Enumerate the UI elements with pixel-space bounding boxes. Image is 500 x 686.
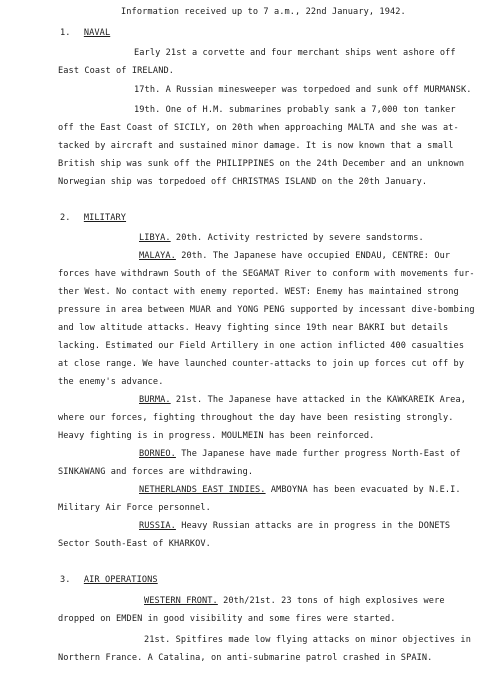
malaya-line-3: ther West. No contact with enemy reported. WEST: Enemy has maintained strong — [58, 287, 459, 297]
burma-line-1: BURMA. 21st. The Japanese have attacked in the KAWKAREIK Area, — [139, 395, 466, 405]
naval-p3-line-3: tacked by aircraft and sustained minor damage. It is now known that a small — [58, 141, 454, 151]
place-heading: LIBYA. — [139, 233, 171, 243]
place-heading: WESTERN FRONT. — [144, 596, 218, 606]
malaya-line-4: pressure in area between MUAR and YONG PENG supported by incessant dive-bombing — [58, 305, 475, 315]
naval-p3-line-1: 19th. One of H.M. submarines probably sank a 7,000 ton tanker — [134, 105, 456, 115]
section-number: 2. — [60, 213, 71, 223]
malaya-line-5: and low altitude attacks. Heavy fighting since 19th near BAKRI but details — [58, 323, 449, 333]
burma-line-3: Heavy fighting is in progress. MOULMEIN has been reinforced. — [58, 431, 375, 441]
air-21st-line-2: Northern France. A Catalina, on anti-submarine patrol crashed in SPAIN. — [58, 653, 433, 663]
western-front-line-2: dropped on EMDEN in good visibility and some fires were started. — [58, 614, 396, 624]
section-number: 1. — [60, 28, 71, 38]
borneo-line-2: SINKAWANG and forces are withdrawing. — [58, 467, 254, 477]
place-heading: MALAYA. — [139, 251, 176, 261]
russia-line-2: Sector South-East of KHARKOV. — [58, 539, 211, 549]
naval-p2-line-1: 17th. A Russian minesweeper was torpedoed and sunk off MURMANSK. — [134, 85, 472, 95]
burma-line-2: where our forces, fighting throughout the day have been resisting strongly. — [58, 413, 454, 423]
naval-p3-line-4: British ship was sunk off the PHILIPPINES on the 24th December and an unknown — [58, 159, 465, 169]
libya-paragraph: LIBYA. 20th. Activity restricted by severe sandstorms. — [139, 233, 424, 243]
western-front-line-1: WESTERN FRONT. 20th/21st. 23 tons of high explosives were — [144, 596, 445, 606]
naval-p3-line-5: Norwegian ship was torpedoed off CHRISTMAS ISLAND on the 20th January. — [58, 177, 428, 187]
section-heading-military — [60, 213, 126, 224]
malaya-line-2: forces have withdrawn South of the SEGAMAT River to conform with movements fur- — [58, 269, 475, 279]
nei-line-1: NETHERLANDS EAST INDIES. AMBOYNA has been evacuated by N.E.I. — [139, 485, 461, 495]
section-title: AIR OPERATIONS — [83, 575, 158, 585]
section-heading-air — [60, 575, 158, 586]
naval-p1-line-2: East Coast of IRELAND. — [58, 66, 175, 76]
section-number: 3. — [60, 575, 71, 585]
place-heading: RUSSIA. — [139, 521, 176, 531]
malaya-line-7: at close range. We have launched counter-attacks to join up forces cut off by — [58, 359, 465, 369]
naval-p3-line-2: off the East Coast of SICILY, on 20th when approaching MALTA and she was at- — [58, 123, 459, 133]
section-title: NAVAL — [83, 28, 111, 38]
place-heading: BORNEO. — [139, 449, 176, 459]
nei-line-2: Military Air Force personnel. — [58, 503, 211, 513]
place-heading: BURMA. — [139, 395, 171, 405]
russia-line-1: RUSSIA. Heavy Russian attacks are in progress in the DONETS — [139, 521, 451, 531]
malaya-line-8: the enemy's advance. — [58, 377, 164, 387]
document-header: Information received up to 7 a.m., 22nd January, 1942. — [121, 7, 406, 17]
naval-p1-line-1: Early 21st a corvette and four merchant ships went ashore off — [134, 48, 456, 58]
malaya-line-6: lacking. Estimated our Field Artillery in one action inflicted 400 casualties — [58, 341, 465, 351]
borneo-line-1: BORNEO. The Japanese have made further progress North-East of — [139, 449, 461, 459]
air-21st-line-1: 21st. Spitfires made low flying attacks on minor objectives in — [144, 635, 471, 645]
section-heading-naval — [60, 28, 110, 39]
place-heading: NETHERLANDS EAST INDIES. — [139, 485, 266, 495]
section-title: MILITARY — [83, 213, 127, 223]
malaya-line-1: MALAYA. 20th. The Japanese have occupied ENDAU, CENTRE: Our — [139, 251, 451, 261]
